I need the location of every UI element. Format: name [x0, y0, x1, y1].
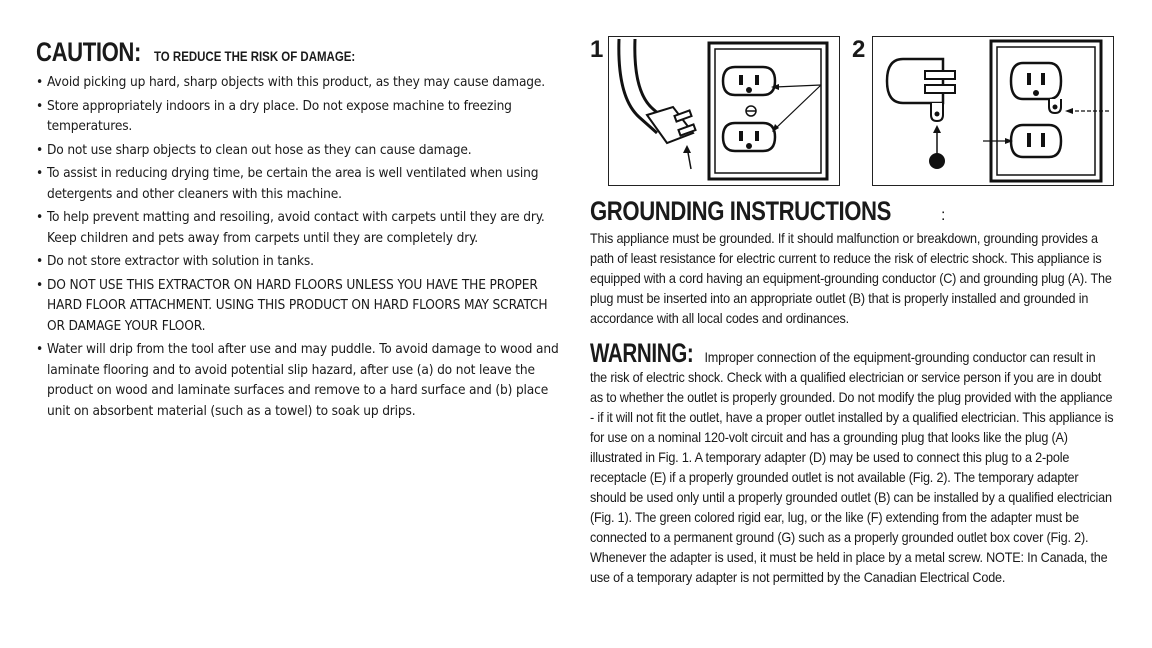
warning-paragraph — [590, 338, 1114, 588]
caution-section — [36, 38, 566, 424]
figure-1-plug-outlet — [608, 36, 840, 186]
caution-list — [36, 72, 566, 421]
caution-title: CAUTION: — [36, 37, 141, 67]
caution-subtitle: TO REDUCE THE RISK OF DAMAGE: — [153, 49, 356, 64]
grounding-text: This appliance must be grounded. If it should malfunction or breakdown, grounding provides a path of least resistance for electric current to reduce the risk of electric shock. This appliance is equipped with a cord having an equipment-grounding conductor (C) and grounding plug (A). The plug must be inserted into an appropriate outlet (B) that is properly installed and grounded in accordance with all local codes and ordinances. — [590, 231, 1112, 326]
figure-2-label: 2 — [852, 36, 866, 63]
caution-item: • To assist in reducing drying time, be certain the area is well ventilated when using detergents and other cleaners with this machine. — [36, 163, 566, 204]
grounding-title: GROUNDING INSTRUCTIONS — [590, 196, 891, 226]
caution-item: • Avoid picking up hard, sharp objects with this product, as they may cause damage. — [36, 72, 566, 93]
figures — [590, 36, 1115, 188]
caution-item: • DO NOT USE THIS EXTRACTOR ON HARD FLOORS UNLESS YOU HAVE THE PROPER HARD FLOOR ATTACHMENT. USING THIS PRODUCT ON HARD FLOORS MAY SCRATCH OR DAMAGE YOUR FLOOR. — [36, 275, 566, 337]
figure-2-adapter-outlet — [872, 36, 1114, 186]
caution-item: • Water will drip from the tool after use and may puddle. To avoid damage to wood and laminate flooring and to avoid potential slip hazard, after use (a) do not leave the product on wood and laminate surfaces and remove to a hard surface and (b) place unit on absorbent material (such as a towel) to soak up drips. — [36, 339, 566, 421]
adapter-outlet-illustration — [873, 37, 1113, 185]
grounding-colon: : — [941, 207, 946, 224]
warning-title: WARNING: — [590, 338, 694, 368]
caution-item: • To help prevent matting and resoiling, avoid contact with carpets until they are dry. Keep children and pets away from carpets until they are completely dry. — [36, 207, 566, 248]
caution-item: • Do not use sharp objects to clean out hose as they can cause damage. — [36, 140, 566, 161]
grounding-section — [590, 36, 1115, 588]
caution-heading — [36, 38, 566, 66]
figure-1-label: 1 — [590, 36, 604, 63]
caution-item: • Store appropriately indoors in a dry place. Do not expose machine to freezing temperatures. — [36, 96, 566, 137]
plug-outlet-illustration — [609, 37, 839, 185]
caution-item: • Do not store extractor with solution in tanks. — [36, 251, 566, 272]
warning-text: Improper connection of the equipment-grounding conductor can result in the risk of electric shock. Check with a qualified electrician or service person if you are in doubt as to whether the outlet is properly grounded. Do not modify the plug provided with the appliance - if it will not fit the outlet, have a proper outlet installed by a qualified electrician. This appliance is for use on a nominal 120-volt circuit and has a grounding plug that looks like the plug (A) illustrated in Fig. 1. A temporary adapter (D) may be used to connect this plug to a 2-pole receptacle (E) if a properly grounded outlet is not available (Fig. 2). The temporary adapter should be used only until a properly grounded outlet (B) can be installed by a qualified electrician (Fig. 1). The green colored rigid ear, lug, or the like (F) extending from the adapter must be connected to a permanent ground (G) such as a properly grounded outlet box cover (Fig. 2). Whenever the adapter is used, it must be held in place by a metal screw. NOTE: In Canada, the use of a temporary adapter is not permitted by the Canadian Electrical Code. — [590, 350, 1114, 585]
